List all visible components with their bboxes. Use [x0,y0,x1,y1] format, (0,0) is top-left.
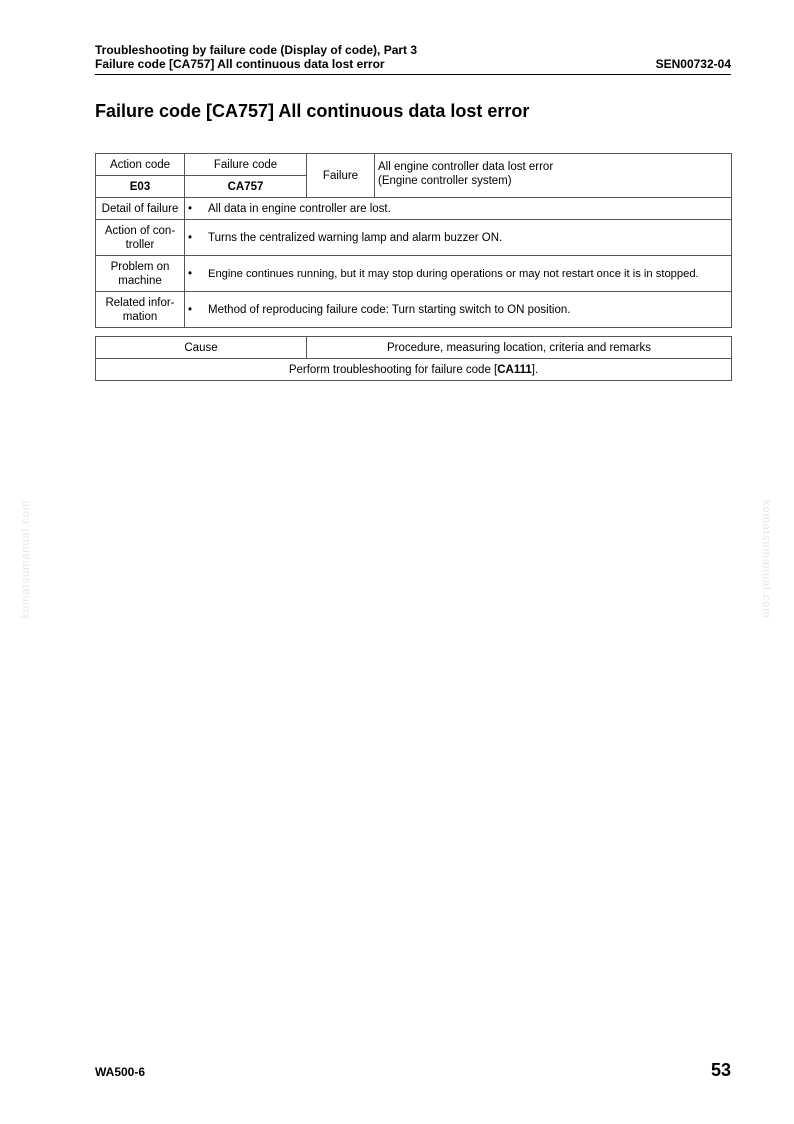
label-line2: troller [125,238,155,251]
failure-code-label: Failure code [185,154,307,176]
related-information-cell [185,292,732,328]
action-of-controller-cell [185,220,732,256]
bullet: • [188,202,193,215]
cause-column-header: Cause [96,337,307,359]
problem-on-machine-text: Engine continues running, but it may stop during operations or may not restart once it is in stopped. [208,267,699,280]
header-rule [95,74,731,75]
action-code-value: E03 [96,176,185,198]
problem-on-machine-cell [185,256,732,292]
label-line1: Related infor- [105,296,175,309]
cause-note-suffix: ]. [531,363,539,376]
detail-of-failure-cell [185,198,732,220]
action-of-controller-label [96,220,185,256]
failure-description-line2: (Engine controller system) [378,175,512,187]
related-information-label [96,292,185,328]
procedure-column-header: Procedure, measuring location, criteria and remarks [307,337,732,359]
detail-of-failure-label: Detail of failure [96,198,185,220]
action-of-controller-text: Turns the centralized warning lamp and alarm buzzer ON. [208,231,503,244]
watermark-left: komatsumanual.com [20,500,32,619]
cause-note-code: CA111 [497,363,532,376]
action-code-label: Action code [96,154,185,176]
detail-of-failure-text: All data in engine controller are lost. [208,202,391,215]
footer-model: WA500-6 [95,1065,146,1079]
header-line2 [95,57,731,71]
problem-on-machine-label [96,256,185,292]
bullet: • [188,267,193,280]
label-line1: Problem on [110,260,170,273]
failure-info-table [95,153,732,328]
failure-description [375,154,732,198]
failure-description-line1: All engine controller data lost error [378,161,554,173]
bullet: • [188,231,193,244]
label-line1: Action of con- [104,224,176,237]
label-line2: machine [118,274,162,287]
failure-label: Failure [307,154,375,198]
header-subtitle: Failure code [CA757] All continuous data lost error [95,57,385,71]
related-information-text: Method of reproducing failure code: Turn starting switch to ON position. [208,303,571,316]
header-doc-number: SEN00732-04 [655,57,731,71]
page-header [95,43,731,71]
label-line2: mation [122,310,158,323]
page-title: Failure code [CA757] All continuous data lost error [95,101,530,121]
cause-table [95,336,732,381]
bullet: • [188,303,193,316]
cause-note-prefix: Perform troubleshooting for failure code [ [288,363,498,376]
watermark-right: komatsumanual.com [760,500,772,619]
footer-page-number: 53 [710,1060,731,1080]
cause-note [96,359,732,381]
header-section-title: Troubleshooting by failure code (Display of code), Part 3 [95,43,418,57]
failure-code-value: CA757 [185,176,307,198]
